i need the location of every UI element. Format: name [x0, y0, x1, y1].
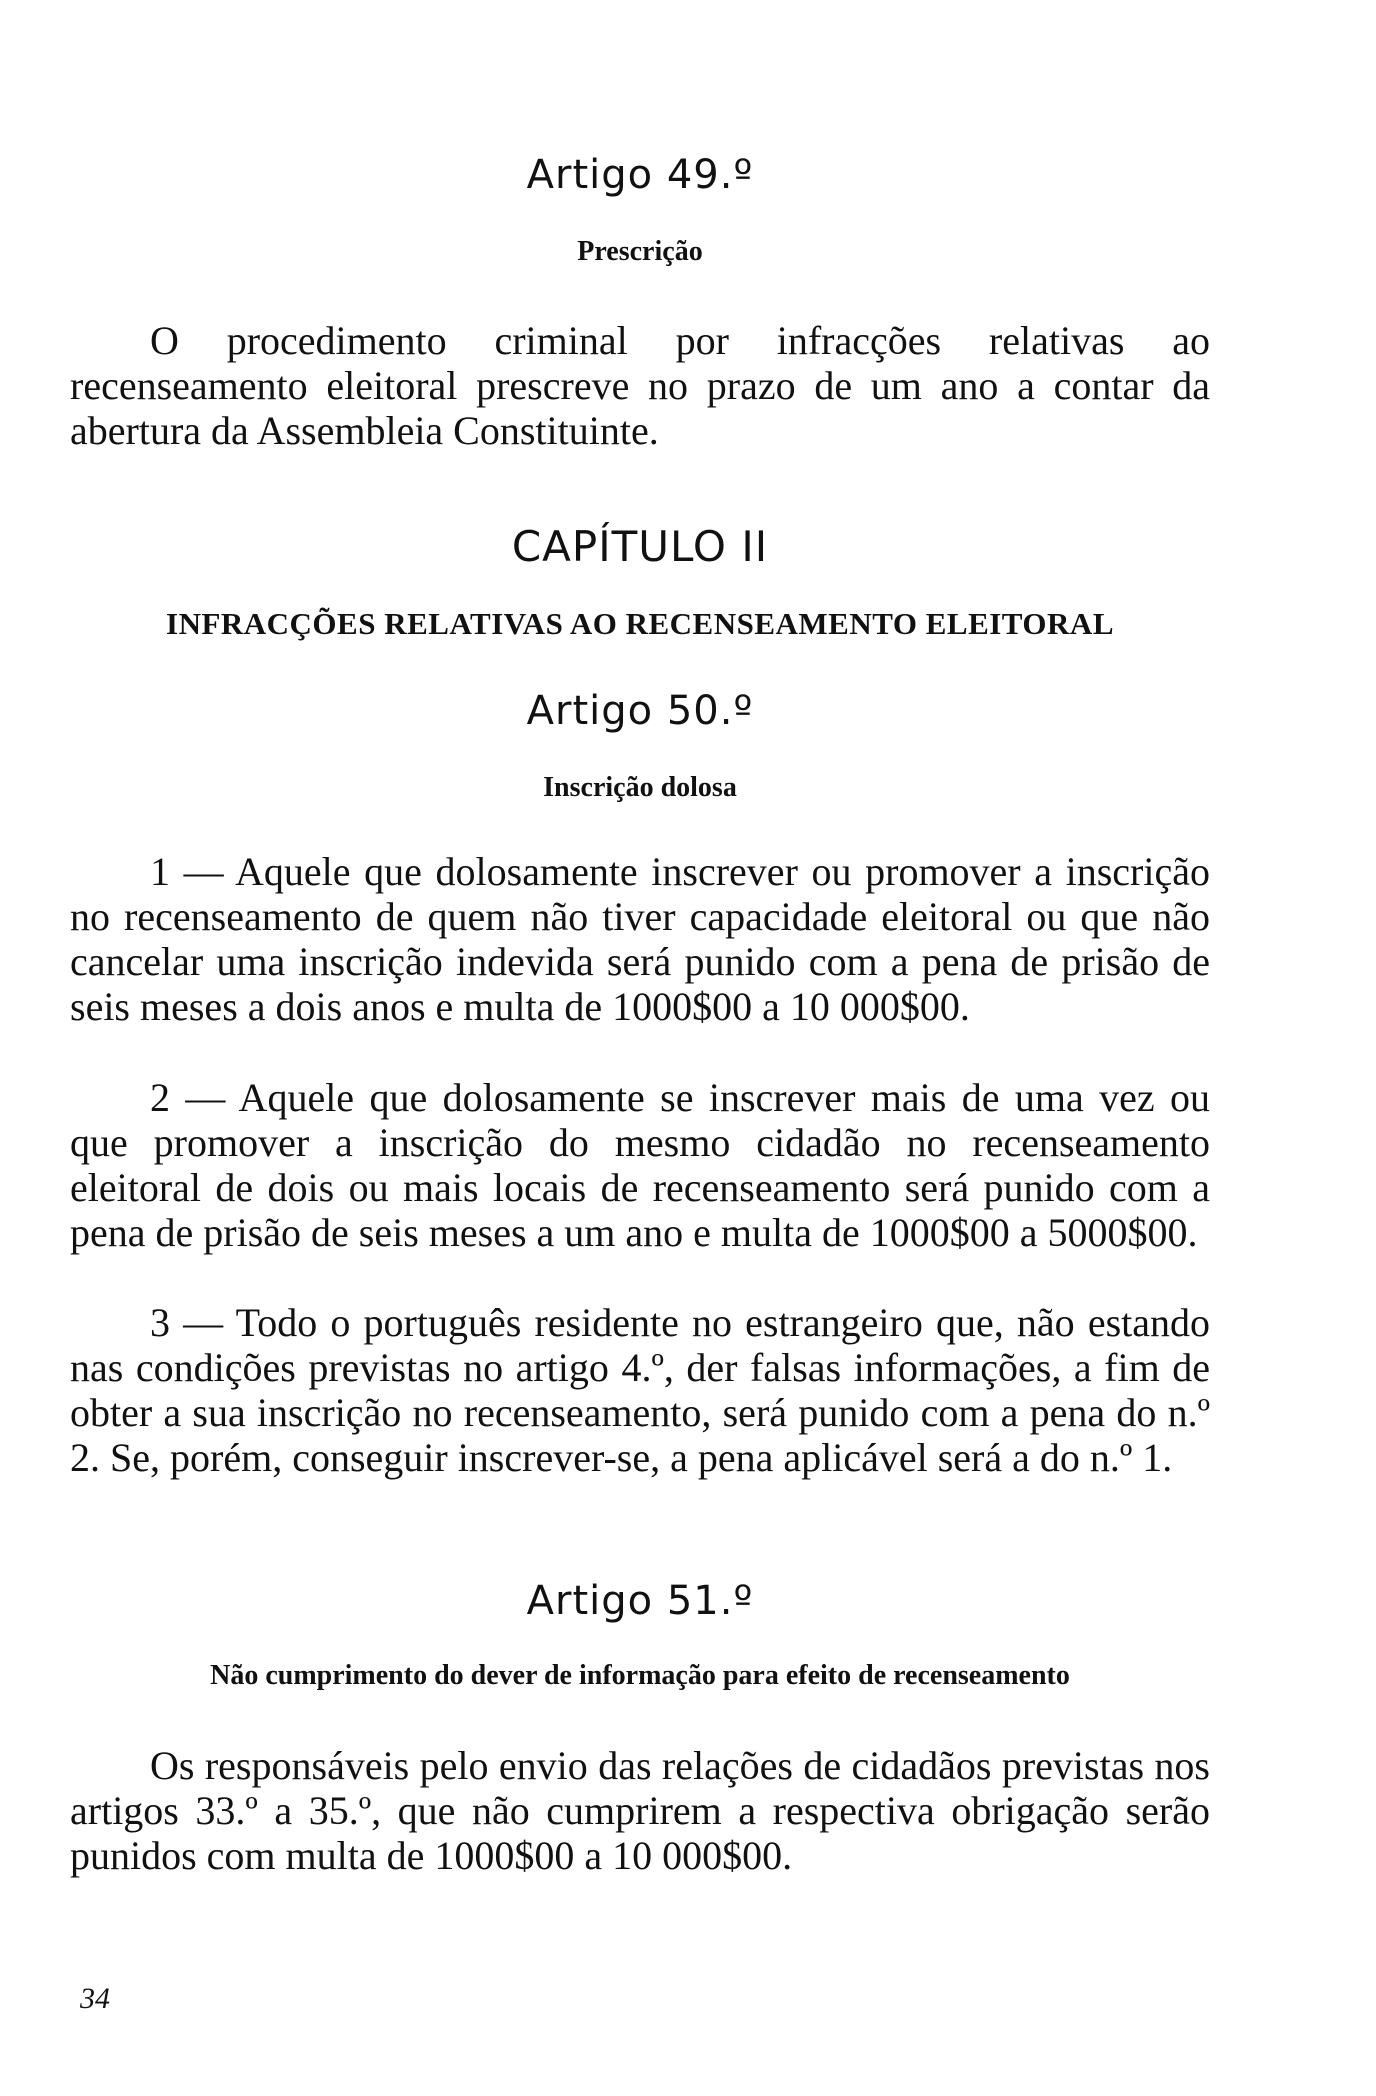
- chapter-heading: CAPÍTULO II: [511, 522, 769, 571]
- article-50-heading: Artigo 50.º: [526, 688, 754, 734]
- article-51-heading: Artigo 51.º: [526, 1578, 754, 1624]
- article-49-heading: Artigo 49.º: [526, 152, 754, 198]
- article-50-paragraph-3: 3 — Todo o português residente no estrangeiro que, não estando nas condições previstas no artigo 4.º, der falsas informações, a fim de obter a sua inscrição no recenseamento, será punido com a pena do n.º 2. Se, porém, conseguir inscrever-se, a pena aplicável será a do n.º 1.: [70, 1300, 1210, 1480]
- article-50-paragraph-2: 2 — Aquele que dolosamente se inscrever mais de uma vez ou que promover a inscrição do mesmo cidadão no recenseamento eleitoral de dois ou mais locais de recenseamento será punido com a pena de prisão de seis meses a um ano e multa de 1000$00 a 5000$00.: [70, 1075, 1210, 1255]
- article-49-title: Prescrição: [577, 236, 703, 267]
- article-50-paragraph-1: 1 — Aquele que dolosamente inscrever ou promover a inscrição no recenseamento de quem não tiver capacidade eleitoral ou que não cancelar uma inscrição indevida será punido com a pena de prisão de seis meses a dois anos e multa de 1000$00 a 10 000$00.: [70, 849, 1210, 1029]
- article-51-title: Não cumprimento do dever de informação para efeito de recenseamento: [210, 1660, 1070, 1691]
- article-50-title: Inscrição dolosa: [543, 772, 737, 803]
- article-51-paragraph: Os responsáveis pelo envio das relações de cidadãos previstas nos artigos 33.º a 35.º, que não cumprirem a respectiva obrigação serão punidos com multa de 1000$00 a 10 000$00.: [70, 1743, 1210, 1878]
- document-page: [70, 0, 1210, 2096]
- chapter-title: INFRACÇÕES RELATIVAS AO RECENSEAMENTO ELEITORAL: [166, 606, 1114, 641]
- page-number: 34: [80, 1982, 110, 2015]
- article-49-paragraph: O procedimento criminal por infracções relativas ao recenseamento eleitoral prescreve no prazo de um ano a contar da abertura da Assembleia Constituinte.: [70, 318, 1210, 453]
